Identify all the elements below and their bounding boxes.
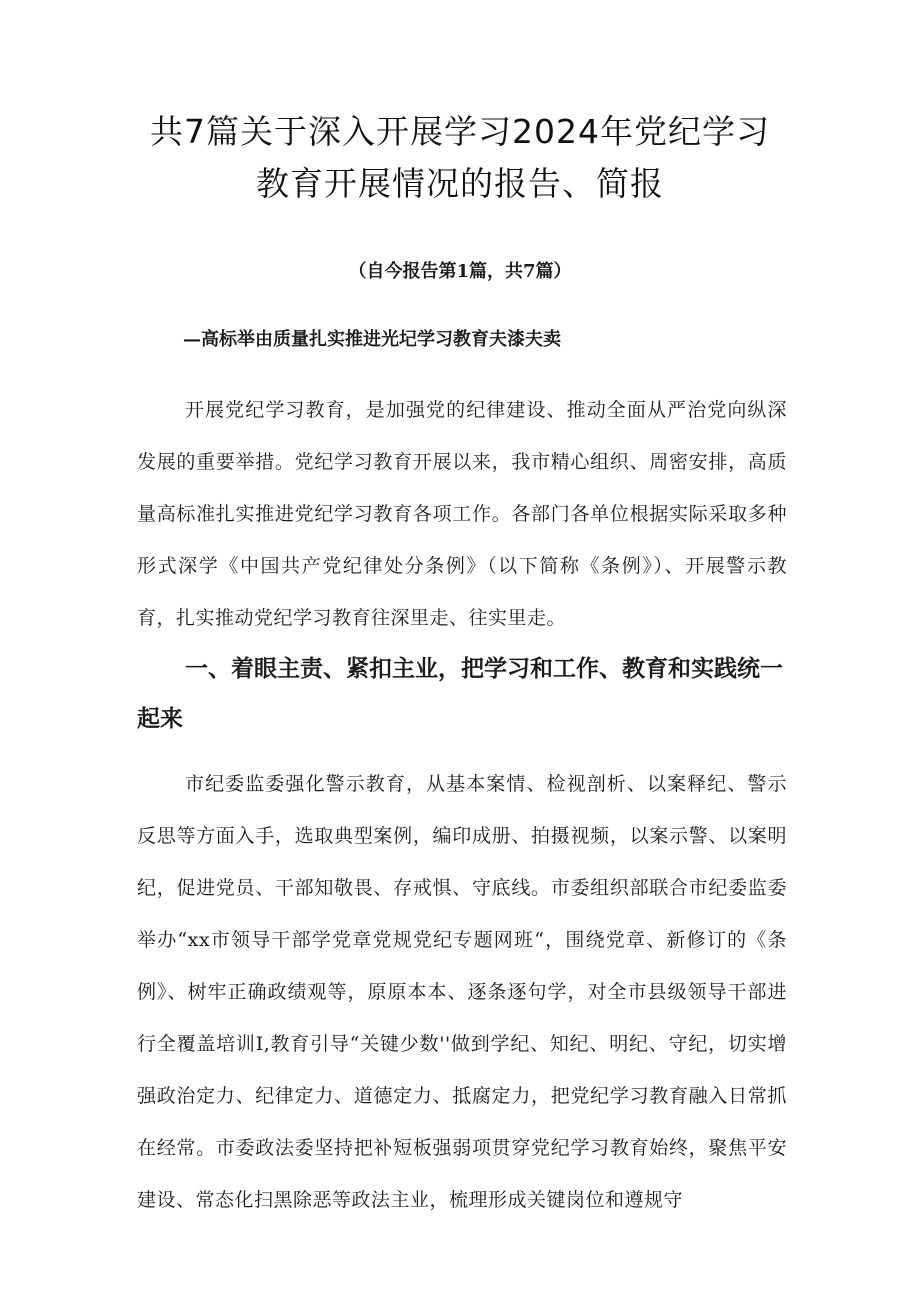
report-tagline: —高标举由质量扎实推进光圮学习教育夫漆夫卖 [183,329,561,350]
intro-paragraph: 开展党纪学习教育，是加强党的纪律建设、推动全面从严治党向纵深发展的重要举措。党纪学习教育开展以来，我市精心组织、周密安排，高质量高标准扎实推进党纪学习教育各项工作。各部门各单位根据实际采取多种形式深学《中国共产党纪律处分条例》（以下简称《条例》）、开展警示教育，扎实推动党纪学习教育往深里走、往实里走。 [137,399,787,629]
section-1-heading: 一、着眼主责、紧扣主业，把学习和工作、教育和实践统一起来 [137,656,783,732]
document-title-line-1: 共7篇关于深入开展学习2024年党纪学习 [150,112,770,151]
section-1-paragraph: 市纪委监委强化警示教育，从基本案情、检视剖析、以案释纪、警示反思等方面入手，选取典型案例，编印成册、拍摄视频，以案示警、以案明纪，促进党员、干部知敬畏、存戒惧、守底线。市委组织部联合市纪委监委举办“xx市领导干部学党章党规党纪专题网班“，围绕党章、新修订的《条例》、树牢正确政绩观等，原原本本、逐条逐句学，对全市县级领导干部进行全覆盖培训I,教育引导“关键少数''做到学纪、知纪、明纪、守纪，切实增强政治定力、纪律定力、道德定力、抵腐定力，把党纪学习教育融入日常抓在经常。市委政法委坚持把补短板强弱项贯穿党纪学习教育始终，聚焦平安建设、常态化扫黑除恶等政法主业，梳理形成关键岗位和遵规守 [137,773,787,1211]
document-title-line-2: 教育开展情况的报告、简报 [256,164,664,203]
report-number-note: （自今报告第1篇，共7篇） [348,261,572,282]
